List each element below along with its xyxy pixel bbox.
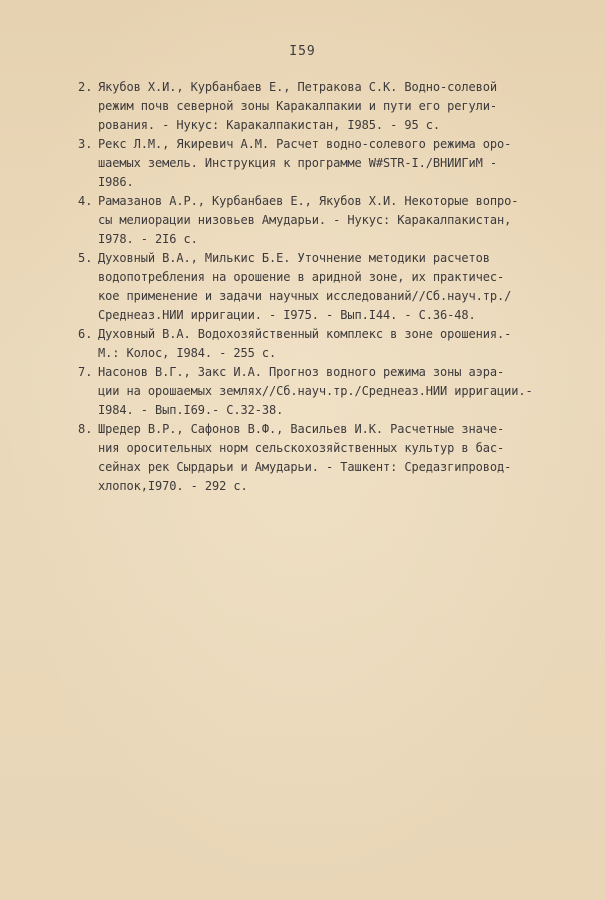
reference-item <box>78 420 548 496</box>
reference-line: шаемых земель. Инструкция к программе W#STR-I./ВНИИГиМ - <box>98 156 497 170</box>
reference-line: рования. - Нукус: Каракалпакистан, I985. - 95 с. <box>98 118 440 132</box>
reference-item <box>78 249 548 325</box>
reference-item <box>78 363 548 420</box>
reference-number: 8. <box>78 422 93 436</box>
reference-line: хлопок,I970. - 292 с. <box>98 479 248 493</box>
reference-line: ции на орошаемых землях//Сб.науч.тр./Среднеаз.НИИ ирригации.- <box>98 384 533 398</box>
reference-item <box>78 192 548 249</box>
reference-line: кое применение и задачи научных исследований//Сб.науч.тр./ <box>98 289 512 303</box>
reference-number: 4. <box>78 194 93 208</box>
reference-line: Рекс Л.М., Якиревич А.М. Расчет водно-солевого режима оро- <box>98 137 512 151</box>
reference-item <box>78 325 548 363</box>
reference-line: Духовный В.А. Водохозяйственный комплекс в зоне орошения.- <box>98 327 512 341</box>
reference-line: режим почв северной зоны Каракалпакии и пути его регули- <box>98 99 497 113</box>
reference-number: 5. <box>78 251 93 265</box>
reference-line: ния оросительных норм сельскохозяйственных культур в бас- <box>98 441 505 455</box>
reference-line: водопотребления на орошение в аридной зоне, их практичес- <box>98 270 505 284</box>
reference-line: М.: Колос, I984. - 255 с. <box>98 346 277 360</box>
reference-item <box>78 135 548 192</box>
reference-line: Якубов Х.И., Курбанбаев Е., Петракова С.К. Водно-солевой <box>98 80 497 94</box>
page-number: I59 <box>289 44 316 59</box>
reference-line: Шредер В.Р., Сафонов В.Ф., Васильев И.К. Расчетные значе- <box>98 422 505 436</box>
reference-line: Среднеаз.НИИ ирригации. - I975. - Вып.I44. - С.36-48. <box>98 308 476 322</box>
reference-number: 6. <box>78 327 93 341</box>
reference-number: 2. <box>78 80 93 94</box>
reference-line: сейнах рек Сырдарьи и Амударьи. - Ташкент: Средазгипровод- <box>98 460 512 474</box>
reference-item <box>78 78 548 135</box>
reference-list <box>78 78 548 496</box>
reference-line: Рамазанов А.Р., Курбанбаев Е., Якубов Х.И. Некоторые вопро- <box>98 194 519 208</box>
reference-line: I986. <box>98 175 134 189</box>
reference-line: Духовный В.А., Милькис Б.Е. Уточнение методики расчетов <box>98 251 490 265</box>
reference-line: Насонов В.Г., Закс И.А. Прогноз водного режима зоны аэра- <box>98 365 505 379</box>
reference-number: 7. <box>78 365 93 379</box>
reference-number: 3. <box>78 137 93 151</box>
reference-line: сы мелиорации низовьев Амударьи. - Нукус: Каракалпакистан, <box>98 213 512 227</box>
reference-line: I984. - Вып.I69.- С.32-38. <box>98 403 284 417</box>
reference-line: I978. - 2I6 с. <box>98 232 198 246</box>
